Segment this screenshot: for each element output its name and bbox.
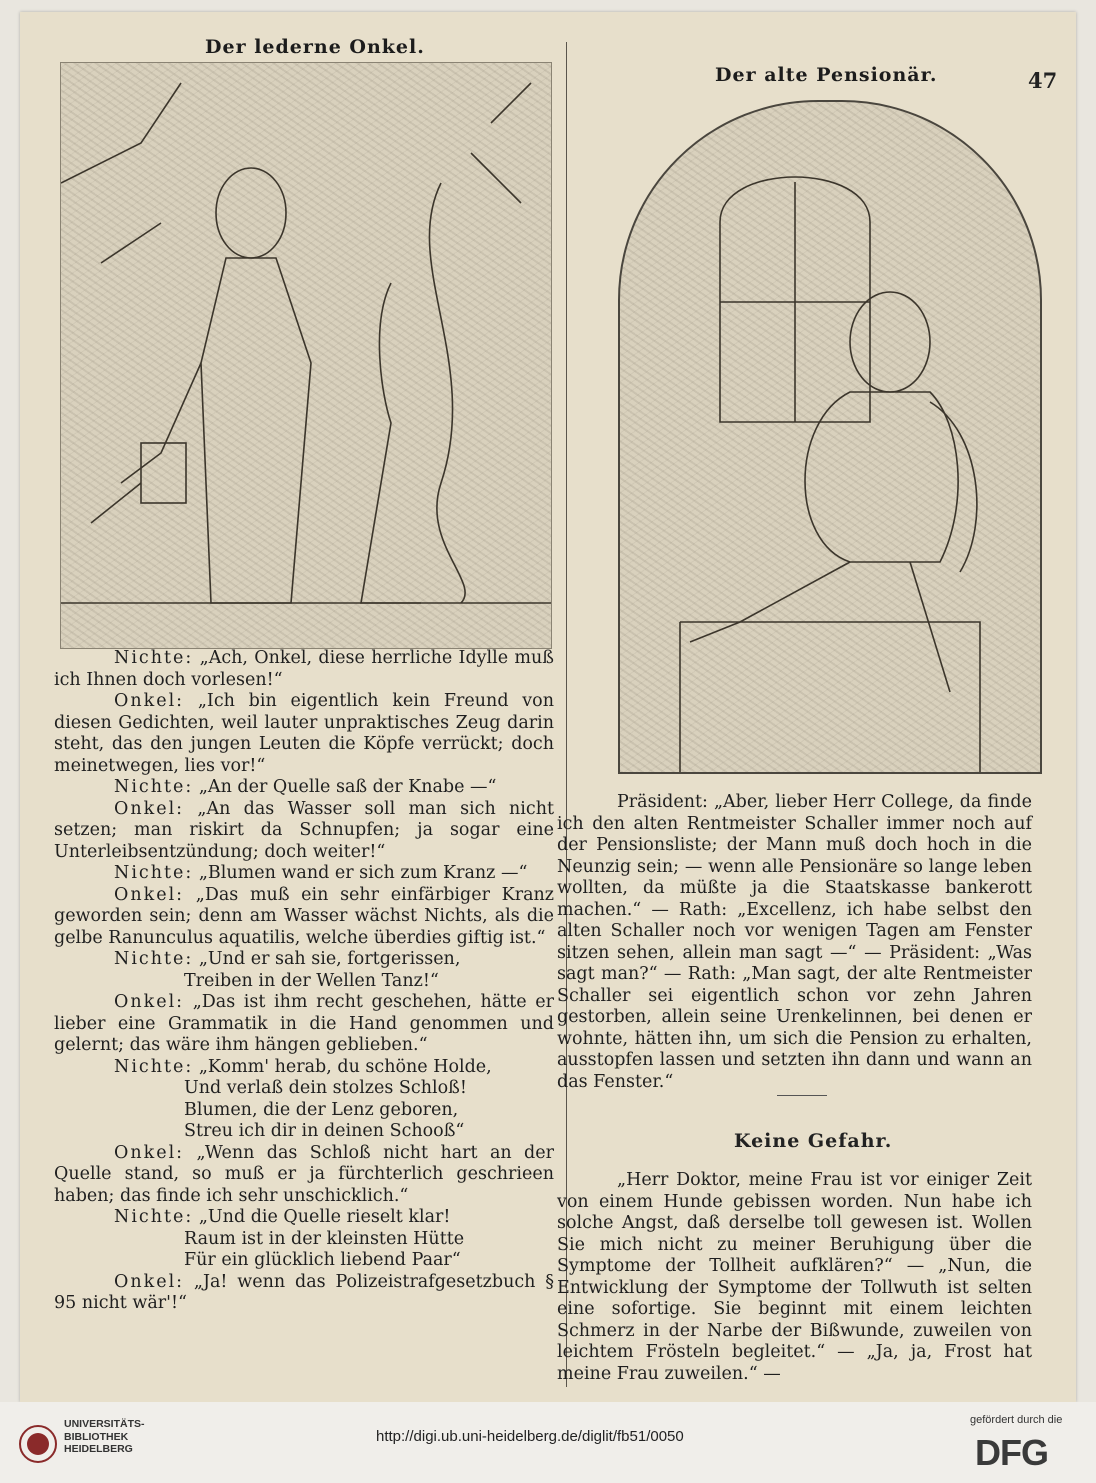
source-url-link[interactable]: http://digi.ub.uni-heidelberg.de/diglit/fb51/0050 [376,1428,684,1445]
dialogue-line: Onkel: „Ja! wenn das Polizeistrafgesetzbuch § 95 nicht wär'!“ [54,1271,554,1313]
dialogue-line: Onkel: „Das muß ein sehr einfärbiger Kranz geworden sein; denn am Wasser wächst Nichts, als die gelbe Ranunculus aquatilis, welche überdies giftig ist.“ [54,884,554,948]
right-column-text [557,792,1032,1093]
keine-gefahr-text [557,1170,1032,1385]
verse-line: Treiben in der Wellen Tanz!“ [184,970,439,991]
dialogue-line: Nichte: „Ach, Onkel, diese herrliche Idylle muß ich Ihnen doch vorlesen!“ [54,648,554,690]
dialogue-line: Onkel: „Wenn das Schloß nicht hart an der Quelle stand, so muß er ja fürchterlich geschrieen haben; das finde ich sehr unschicklich.“ [54,1142,554,1206]
dialogue-line: Onkel: „Das ist ihm recht geschehen, hätte er lieber eine Grammatik in die Hand genommen und gelernt; das wäre ihm hängen geblieben.“ [54,992,554,1055]
dialogue-line: Nichte: „An der Quelle saß der Knabe —“ [114,777,497,797]
footer-bar [0,1402,1096,1483]
dfg-logo: DFG [975,1432,1048,1473]
dialogue-line: Nichte: „Komm' herab, du schöne Holde, [114,1056,492,1077]
supported-by-label: gefördert durch die [970,1414,1063,1426]
left-story-title: Der lederne Onkel. [205,36,425,58]
dialogue-line: Nichte: „Und er sah sie, fortgerissen, [114,949,461,969]
verse-line: Und verlaß dein stolzes Schloß! [184,1078,467,1098]
university-seal-icon [18,1424,58,1464]
story-separator [777,1095,827,1096]
left-column-text [54,648,554,1315]
keine-gefahr-title: Keine Gefahr. [734,1130,893,1152]
dialogue-line: Nichte: „Blumen wand er sich zum Kranz —“ [114,863,528,883]
dialogue-line: Onkel: „An das Wasser soll man sich nicht setzen; man riskirt da Schnupfen; ja sogar eine Unterleibsentzündung; doch weiter!“ [54,798,554,862]
pensioner-paragraph: Präsident: „Aber, lieber Herr College, da finde ich den alten Rentmeister Schaller immer noch auf der Pensionsliste; der Mann muß doch hoch in die Neunzig sein; — wenn alle Pensionäre so lange leben wollten, da müßte ja die Staatskasse bankerott machen.“ — Rath: „Excellenz, ich habe selbst den alten Schaller noch vor wenigen Tagen am Fenster sitzen sehen, allein man sagt —“ — Präsident: „Was sagt man?“ — Rath: „Man sagt, der alte Rentmeister Schaller sei eigentlich schon vor zehn Jahren gestorben, allein seine Urenkelinnen, bei denen er wohnte, hätten ihn, um sich die Pension zu erhalten, ausstopfen lassen und setzten ihn dann und wann an das Fenster.“ [557,792,1032,1092]
library-name: UNIVERSITÄTS- BIBLIOTHEK HEIDELBERG [64,1418,145,1455]
dialogue-line: Onkel: „Ich bin eigentlich kein Freund von diesen Gedichten, weil lauter unpraktisches Zeug darin steht, das den jungen Leuten die Köpfe verrückt; doch meinetwegen, lies vor!“ [54,691,554,776]
illustration-uncle-watering [60,62,552,649]
verse-line: Blumen, die der Lenz geboren, [184,1099,459,1120]
illustration-old-pensioner [618,100,1042,774]
verse-line: Streu ich dir in deinen Schooß“ [184,1121,465,1141]
verse-line: Für ein glücklich liebend Paar“ [184,1250,461,1270]
scanned-page [20,12,1076,1402]
right-story-title: Der alte Pensionär. [715,64,938,86]
dialogue-line: Nichte: „Und die Quelle rieselt klar! [114,1207,451,1227]
page-number: 47 [1028,68,1058,93]
keine-gefahr-paragraph: „Herr Doktor, meine Frau ist vor einiger Zeit von einem Hunde gebissen worden. Nun habe ich solche Angst, daß derselbe toll gewesen ist. Wollen Sie mich nicht zu meiner Beruhigung über die Symptome der Tollheit aufklären?“ — „Nun, die Entwicklung der Symptome der Tollwuth ist selten eine sofortige. Sie beginnt mit einem leichten Schmerz in der Narbe der Bißwunde, zuweilen von leichtem Frösteln begleitet.“ — „Ja, ja, Frost hat meine Frau zuweilen.“ — [557,1170,1032,1384]
verse-line: Raum ist in der kleinsten Hütte [184,1228,465,1249]
